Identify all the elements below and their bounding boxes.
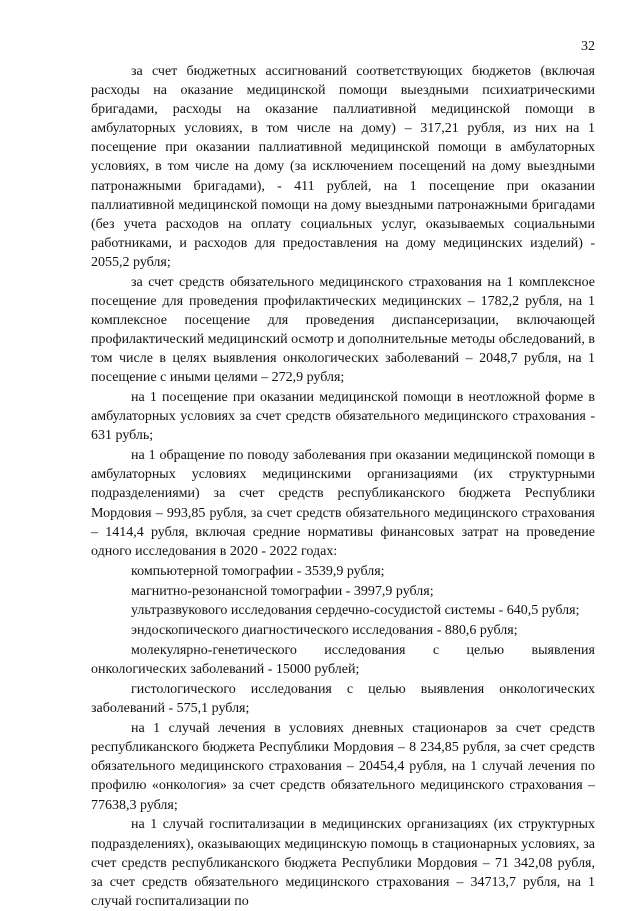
paragraph-day-hospital: на 1 случай лечения в условиях дневных стационаров за счет средств республиканского бюджета Республики Мордовия – 8 234,85 рубля, за счет средств обязательного медицинского страхования – 20454,4 рубля, на 1 случай лечения по профилю «онкология» за счет средств обязательного медицинского страхования – 77638,3 рубля; [91, 721, 595, 813]
item-endoscopy: эндоскопического диагностического исследования - 880,6 рубля; [131, 623, 518, 639]
item-ct: компьютерной томографии - 3539,9 рубля; [131, 563, 385, 579]
paragraph-budget-allocations: за счет бюджетных ассигнований соответствующих бюджетов (включая расходы на оказание медицинской помощи выездными психиатрическими бригадами, расходы на оказание паллиативной медицинской помощи в амбулаторных условиях, в том числе на дому) – 317,21 рубля, из них на 1 посещение при оказании паллиативной медицинской помощи в амбулаторных условиях, в том числе на дому (за исключением посещений на дому выездными патронажными бригадами), - 411 рублей, на 1 посещение при оказании паллиативной медицинской помощи на дому выездными патронажными бригадами (без учета расходов на оплату социальных услуг, оказываемых социальными работниками, и расходов для предоставления на дому медицинских изделий) - 2055,2 рубля; [91, 64, 595, 270]
page-number: 32 [581, 39, 595, 54]
item-molecular-genetic: молекулярно-генетического исследования с целью выявления онкологических заболеваний - 15000 рублей; [91, 643, 595, 678]
paragraph-oms-comprehensive-visit: за счет средств обязательного медицинского страхования на 1 комплексное посещение для проведения профилактических медицинских – 1782,2 рубля, на 1 комплексное посещение для проведения диспансеризации, включающей профилактический медицинский осмотр и дополнительные методы обследований, в том числе в целях выявления онкологических заболеваний – 2048,7 рубля, на 1 посещение с иными целями – 272,9 рубля; [91, 274, 595, 386]
document-body [91, 62, 595, 911]
paragraph-urgent-care-visit: на 1 посещение при оказании медицинской помощи в неотложной форме в амбулаторных условиях за счет средств обязательного медицинского страхования - 631 рубль; [91, 390, 595, 444]
paragraph-hospitalization: на 1 случай госпитализации в медицинских организациях (их структурных подразделениях), оказывающих медицинскую помощь в стационарных условиях, за счет средств республиканского бюджета Республики Мордовия – 71 342,08 рубля, за счет средств обязательного медицинского страхования – 34713,7 рубля, на 1 случай госпитализации по [91, 817, 595, 909]
item-histology: гистологического исследования с целью выявления онкологических заболеваний - 575,1 рубля; [91, 682, 595, 717]
item-mri: магнитно-резонансной томографии - 3997,9 рубля; [131, 583, 434, 599]
paragraph-disease-appeal: на 1 обращение по поводу заболевания при оказании медицинской помощи в амбулаторных условиях медицинскими организациями (их структурными подразделениями) за счет средств республиканского бюджета Республики Мордовия – 993,85 рубля, за счет средств обязательного медицинского страхования – 1414,4 рубля, включая средние нормативы финансовых затрат на проведение одного исследования в 2020 - 2022 годах: [91, 448, 595, 559]
item-ultrasound: ультразвукового исследования сердечно-сосудистой системы - 640,5 рубля; [131, 603, 580, 619]
